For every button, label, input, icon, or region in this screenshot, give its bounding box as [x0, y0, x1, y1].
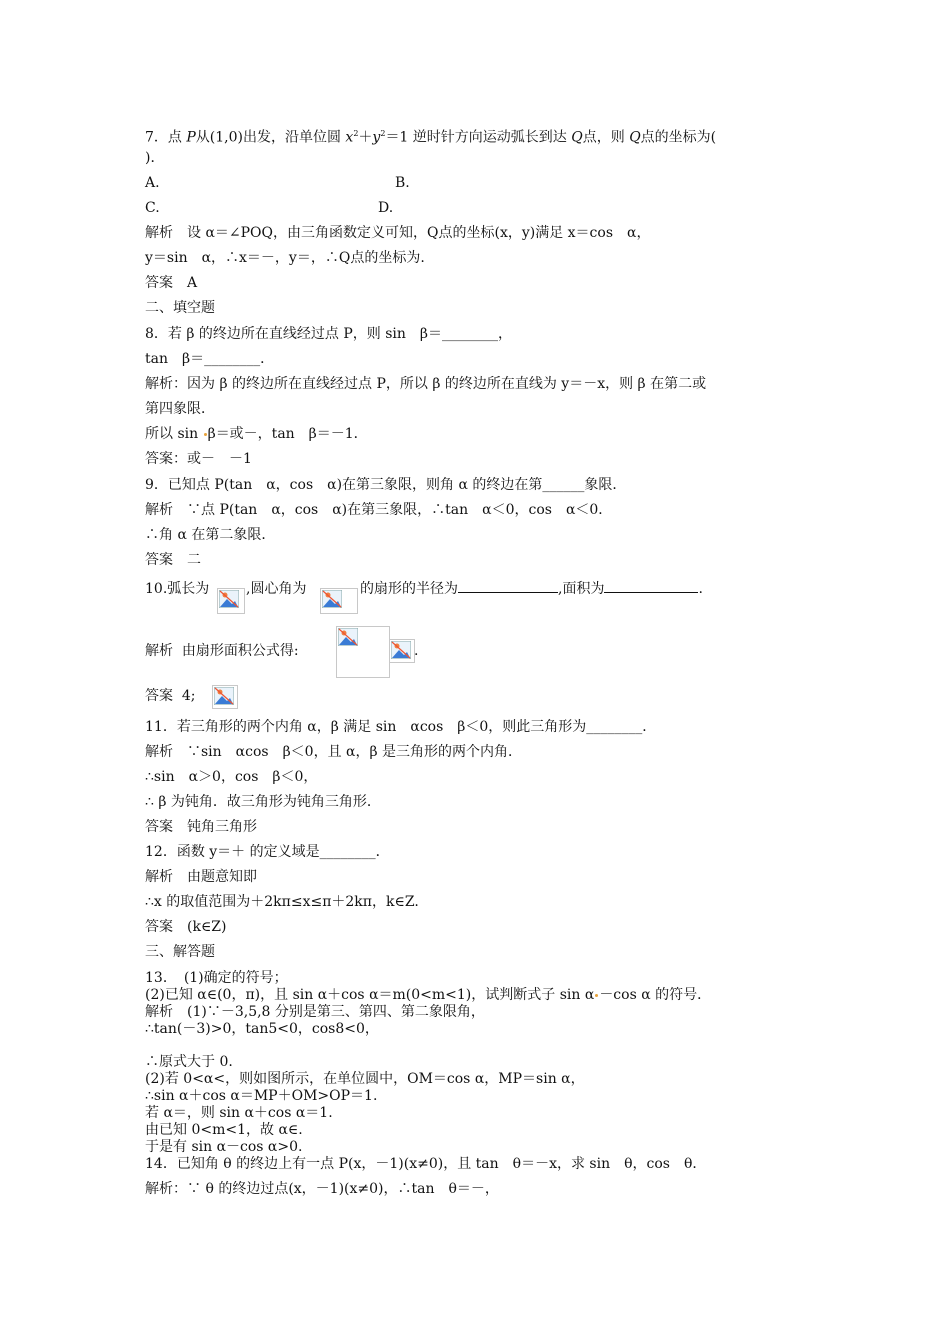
q7-option-c: C. [145, 200, 160, 216]
q9-stem: 9．已知点 P(tan α，cos α)在第三象限，则角 α 的终边在第______象限． [145, 477, 627, 493]
q7-stem-end: )． [145, 150, 165, 166]
q13-part2: (2)已知 α∈(0，π)，且 sin α＋cos α＝m(0<m<1)，试判断式子 sin α －cos α 的符号． [145, 987, 712, 1003]
q7-answer: 答案 A [145, 275, 198, 291]
q9-solution-line2: ∴角 α 在第二象限． [145, 527, 276, 543]
q14-solution-line1: 解析：∵ θ 的终边过点(x，－1)(x≠0)，∴tan θ＝－， [145, 1181, 499, 1197]
q7-solution-line2: y＝sin α，∴x＝－，y＝，∴Q点的坐标为. [145, 250, 425, 266]
broken-image-icon [217, 588, 245, 614]
q12-answer: 答案 (k∈Z) [145, 919, 227, 935]
q11-solution-line1: 解析 ∵sin αcos β＜0，且 α，β 是三角形的两个内角． [145, 744, 523, 760]
q14-stem: 14．已知角 θ 的终边上有一点 P(x，－1)(x≠0)，且 tan θ＝－x，求 sin θ，cos θ． [145, 1156, 707, 1172]
q9-answer: 答案 二 [145, 552, 201, 568]
q13-solution-line5: ∴sin α＋cos α＝MP＋OM>OP＝1. [145, 1088, 378, 1104]
ink-dot-mark [204, 433, 207, 436]
q7-option-b: B. [395, 175, 410, 191]
q11-solution-line3: ∴ β 为钝角．故三角形为钝角三角形． [145, 794, 381, 810]
q13-part1: 13． (1)确定的符号； [145, 970, 288, 986]
q13-solution-line4: (2)若 0<α<，则如图所示，在单位圆中，OM＝cos α，MP＝sin α， [145, 1071, 585, 1087]
q10-solution: 解析 由扇形面积公式得: [145, 643, 299, 659]
section-heading-fill-in: 二、填空题 [145, 300, 215, 316]
q8-solution-line3: 所以 sin β＝或－，tan β＝－1． [145, 426, 368, 442]
q13-solution-line6: 若 α＝，则 sin α＋cos α＝1. [145, 1105, 333, 1121]
q11-solution-line2: ∴sin α＞0，cos β＜0， [145, 769, 318, 785]
broken-image-icon [320, 588, 358, 614]
q11-stem: 11．若三角形的两个内角 α，β 满足 sin αcos β＜0，则此三角形为________． [145, 719, 657, 735]
q12-stem: 12．函数 y＝＋ 的定义域是________． [145, 844, 390, 860]
q8-stem: 8．若 β 的终边所在直线经过点 P，则 sin β＝________， [145, 326, 512, 342]
q10-solution-end: . [414, 643, 419, 659]
q7-option-d: D. [378, 200, 394, 216]
q12-solution-line2: ∴x 的取值范围为＋2kπ≤x≤π＋2kπ，k∈Z. [145, 894, 419, 910]
section-heading-solve: 三、解答题 [145, 944, 215, 960]
q10-stem-part1: 10.弧长为 [145, 581, 210, 597]
broken-image-icon [336, 626, 390, 678]
ink-dot-mark [595, 994, 598, 997]
q13-solution-line3: ∴原式大于 0. [145, 1054, 233, 1070]
q12-solution-line1: 解析 由题意知即 [145, 869, 257, 885]
q10-stem-part2: ,圆心角为 [246, 581, 307, 597]
q9-solution-line1: 解析 ∵点 P(tan α，cos α)在第三象限，∴tan α＜0，cos α＜0． [145, 502, 613, 518]
q10-answer: 答案 4; [145, 688, 196, 704]
broken-image-icon [212, 685, 238, 709]
q7-stem: 7．点 P从(1,0)出发，沿单位圆 $x^2+y^2=1$ 逆时针方向运动弧长到达 Q点，则 Q点的坐标为( [145, 129, 717, 146]
q8-stem-line2: tan β＝________． [145, 351, 275, 367]
q8-solution-line2: 第四象限． [145, 401, 215, 417]
q13-solution-line2: ∴tan(－3)>0，tan5<0，cos8<0， [145, 1021, 379, 1037]
broken-image-icon [389, 639, 415, 663]
q13-solution-line1: 解析 (1)∵－3,5,8 分别是第三、第四、第二象限角， [145, 1004, 485, 1020]
q7-option-a: A. [145, 175, 160, 191]
q8-answer: 答案：或－ －1 [145, 451, 252, 467]
q8-solution-line1: 解析：因为 β 的终边所在直线经过点 P，所以 β 的终边所在直线为 y＝－x，则 β 在第二或 [145, 376, 707, 392]
q13-solution-line8: 于是有 sin α－cos α>0. [145, 1139, 303, 1155]
q7-solution-line1: 解析 设 α＝∠POQ，由三角函数定义可知，Q点的坐标(x，y)满足 x＝cos α， [145, 225, 651, 241]
q13-solution-line7: 由已知 0<m<1，故 α∈. [145, 1122, 303, 1138]
q10-stem-part3: 的扇形的半径为 ,面积为 . [360, 581, 703, 597]
q11-answer: 答案 钝角三角形 [145, 819, 257, 835]
